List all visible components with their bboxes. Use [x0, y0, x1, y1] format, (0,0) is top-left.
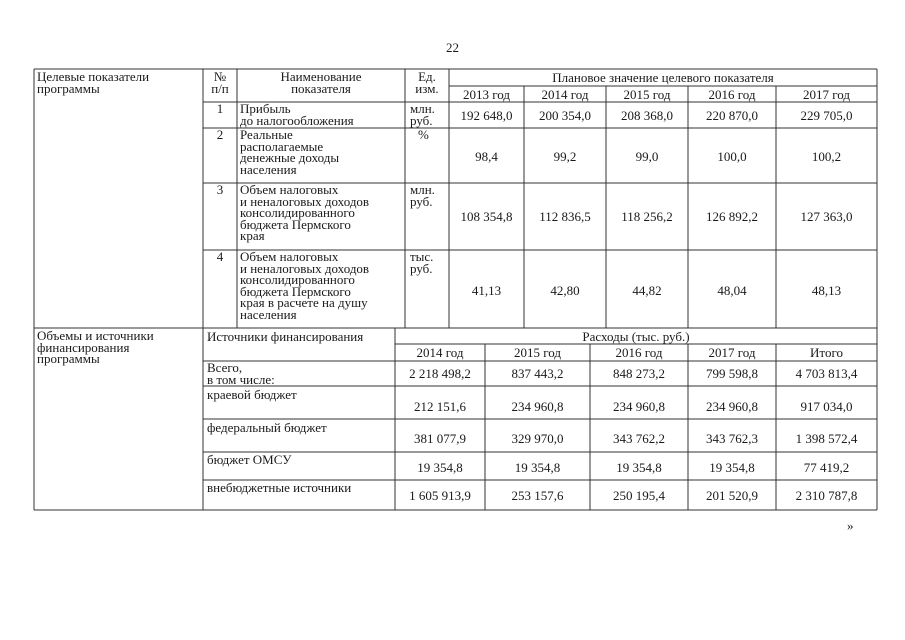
- value-cell: 1 398 572,4: [795, 431, 858, 446]
- row-num: 2: [216, 127, 224, 142]
- value-cell: 2 218 498,2: [409, 366, 471, 381]
- value-cell: 44,82: [632, 283, 662, 298]
- row-num: 1: [216, 101, 224, 116]
- row-num: 4: [216, 249, 224, 264]
- indicator-name: Прибыль до налогообложения: [240, 101, 354, 128]
- year-header: 2015 год: [514, 345, 561, 360]
- expenses-header: Расходы (тыс. руб.): [582, 329, 690, 344]
- value-cell: 48,13: [811, 283, 842, 298]
- value-cell: 192 648,0: [460, 108, 513, 123]
- value-cell: 99,0: [635, 149, 659, 164]
- total-header: Итого: [810, 345, 843, 360]
- indicator-unit: тыс. руб.: [410, 249, 434, 276]
- indicator-unit: %: [418, 127, 429, 142]
- value-cell: 208 368,0: [621, 108, 673, 123]
- source-name: Всего, в том числе:: [207, 360, 275, 387]
- value-cell: 799 598,8: [706, 366, 758, 381]
- value-cell: 77 419,2: [803, 460, 850, 475]
- page-number: 22: [446, 40, 459, 55]
- value-cell: 108 354,8: [460, 209, 513, 224]
- value-cell: 229 705,0: [800, 108, 853, 123]
- value-cell: 329 970,0: [511, 431, 564, 446]
- source-name: внебюджетные источники: [207, 480, 352, 495]
- value-cell: 343 762,2: [613, 431, 665, 446]
- year-header: 2017 год: [708, 345, 756, 360]
- header-unit: Ед. изм.: [415, 69, 439, 96]
- value-cell: 126 892,2: [706, 209, 758, 224]
- closing-quote-mark: »: [847, 518, 854, 533]
- value-cell: 42,80: [550, 283, 580, 298]
- section2-label: Объемы и источники финансирования программы: [37, 328, 154, 366]
- year-header: 2013 год: [463, 87, 510, 102]
- year-header: 2017 год: [803, 87, 850, 102]
- header-plan: Плановое значение целевого показателя: [552, 70, 774, 85]
- value-cell: 917 034,0: [800, 399, 853, 414]
- value-cell: 234 960,8: [706, 399, 758, 414]
- year-header: 2016 год: [615, 345, 663, 360]
- value-cell: 234 960,8: [511, 399, 564, 414]
- header-name: Наименование показателя: [280, 69, 362, 96]
- value-cell: 19 354,8: [514, 460, 561, 475]
- source-header: Источники финансирования: [207, 329, 364, 344]
- indicator-name: Объем налоговых и неналоговых доходов консолидированного бюджета Пермского края в расчете на душу населения: [240, 249, 370, 322]
- year-header: 2015 год: [623, 87, 671, 102]
- value-cell: 201 520,9: [706, 488, 758, 503]
- value-cell: 41,13: [471, 283, 502, 298]
- value-cell: 837 443,2: [511, 366, 564, 381]
- value-cell: 100,2: [811, 149, 842, 164]
- indicator-unit: млн. руб.: [410, 182, 435, 209]
- value-cell: 250 195,4: [613, 488, 665, 503]
- value-cell: 48,04: [717, 283, 747, 298]
- source-name: краевой бюджет: [207, 387, 297, 402]
- value-cell: 98,4: [475, 149, 498, 164]
- value-cell: 200 354,0: [539, 108, 591, 123]
- value-cell: 848 273,2: [613, 366, 665, 381]
- value-cell: 1 605 913,9: [409, 488, 471, 503]
- value-cell: 99,2: [553, 149, 577, 164]
- source-name: бюджет ОМСУ: [207, 452, 292, 467]
- value-cell: 220 870,0: [706, 108, 758, 123]
- indicator-name: Объем налоговых и неналоговых доходов консолидированного бюджета Пермского края: [240, 182, 370, 243]
- value-cell: 127 363,0: [800, 209, 853, 224]
- header-num: № п/п: [211, 69, 229, 96]
- section1-label: Целевые показатели программы: [37, 69, 150, 96]
- value-cell: 19 354,8: [417, 460, 463, 475]
- value-cell: 2 310 787,8: [795, 488, 858, 503]
- value-cell: 100,0: [717, 149, 747, 164]
- value-cell: 4 703 813,4: [795, 366, 858, 381]
- value-cell: 19 354,8: [709, 460, 755, 475]
- row-num: 3: [216, 182, 224, 197]
- value-cell: 118 256,2: [621, 209, 673, 224]
- year-header: 2014 год: [541, 87, 589, 102]
- year-header: 2014 год: [416, 345, 464, 360]
- value-cell: 343 762,3: [706, 431, 758, 446]
- value-cell: 112 836,5: [539, 209, 591, 224]
- value-cell: 253 157,6: [511, 488, 564, 503]
- source-name: федеральный бюджет: [207, 420, 327, 435]
- year-header: 2016 год: [708, 87, 756, 102]
- value-cell: 381 077,9: [414, 431, 466, 446]
- value-cell: 234 960,8: [613, 399, 665, 414]
- value-cell: 19 354,8: [616, 460, 662, 475]
- indicator-unit: млн. руб.: [410, 101, 435, 128]
- indicator-name: Реальные располагаемые денежные доходы населения: [240, 127, 340, 177]
- value-cell: 212 151,6: [414, 399, 466, 414]
